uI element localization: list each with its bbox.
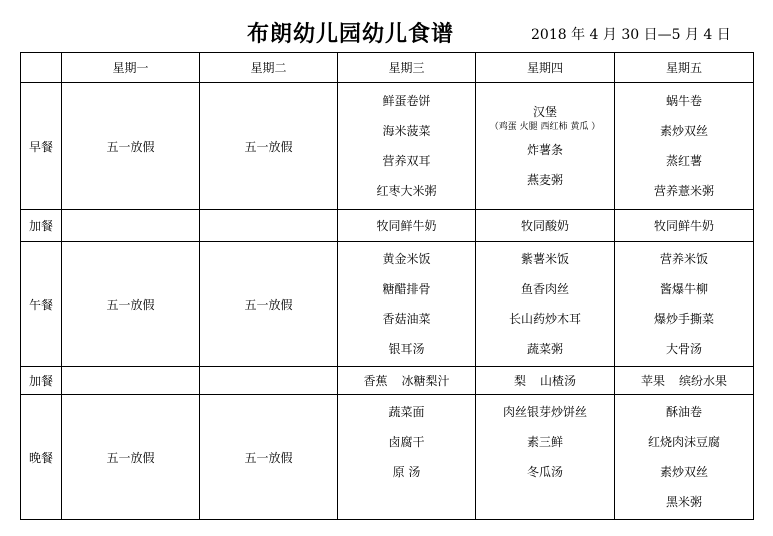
menu-item: 糖醋排骨 [382,282,431,296]
menu-cell [200,367,338,395]
menu-table [20,52,754,520]
menu-item: 银耳汤 [388,342,425,356]
menu-item: 黄金米饭 [382,252,431,266]
menu-item: 五一放假 [106,139,155,154]
menu-item: 蔬菜粥 [526,342,563,356]
menu-cell [476,242,615,367]
menu-item: 鱼香肉丝 [520,282,569,296]
meal-row-lunch [21,242,754,367]
menu-cell [338,210,476,242]
menu-item: 营养米饭 [659,252,708,266]
menu-item: 蜗牛卷 [665,94,702,108]
menu-item: 紫薯米饭 [520,252,569,266]
menu-item: 香菇油菜 [382,312,431,326]
menu-cell [338,242,476,367]
menu-cell [200,242,338,367]
menu-cell [62,367,200,395]
menu-item: 五一放假 [244,297,293,312]
menu-item: 五一放假 [244,139,293,154]
menu-item: 营养薏米粥 [653,184,714,198]
menu-cell [338,83,476,210]
meal-label: 加餐 [21,367,62,395]
menu-cell [62,242,200,367]
menu-cell [62,210,200,242]
menu-item: 爆炒手撕菜 [653,312,714,326]
menu-item: 原 汤 [392,465,421,479]
menu-cell [338,395,476,520]
date-range: 2018 年 4 月 30 日—5 月 4 日 [531,27,731,43]
meal-row-snack-2 [21,367,754,395]
menu-item: 牧同鲜牛奶 [376,219,437,233]
meal-label: 早餐 [21,83,62,210]
day-header: 星期二 [200,53,338,83]
menu-cell [476,367,615,395]
meal-label: 加餐 [21,210,62,242]
menu-cell [338,367,476,395]
header-row [21,53,754,83]
menu-item: 素炒双丝 [659,465,708,479]
menu-item: 红枣大米粥 [376,184,437,198]
menu-cell [615,242,754,367]
menu-item: 肉丝银芽炒饼丝 [502,405,587,419]
menu-item: 黑米粥 [665,495,702,509]
menu-item: 海米菠菜 [382,124,431,138]
meal-label: 午餐 [21,242,62,367]
page-title: 布朗幼儿园幼儿食谱 [247,21,455,47]
menu-cell [200,395,338,520]
menu-item: 五一放假 [106,297,155,312]
menu-cell [62,83,200,210]
menu-item: 燕麦粥 [526,173,563,187]
menu-item: 长山药炒木耳 [508,312,581,326]
menu-item: 梨 [513,374,526,388]
menu-item: 苹果 [640,374,665,388]
menu-item: 大骨汤 [665,342,702,356]
menu-item: 牧同鲜牛奶 [653,219,714,233]
menu-item: 红烧肉沫豆腐 [647,435,720,449]
menu-item-note: （鸡蛋 火腿 西红柿 黄瓜 ） [489,122,601,132]
day-header: 星期一 [62,53,200,83]
day-header: 星期四 [476,53,615,83]
menu-cell [615,210,754,242]
menu-item: 素炒双丝 [659,124,708,138]
meal-label: 晚餐 [21,395,62,520]
menu-item: 酱爆牛柳 [659,282,708,296]
menu-item: 酥油卷 [665,405,702,419]
menu-item: 冰糖梨汁 [401,374,450,388]
menu-item: 山楂汤 [540,374,577,388]
meal-row-breakfast [21,83,754,210]
menu-cell [476,395,615,520]
day-header: 星期三 [338,53,476,83]
menu-item: 素三鲜 [526,435,563,449]
menu-cell [476,83,615,210]
day-header: 星期五 [615,53,754,83]
menu-item: 缤纷水果 [679,374,728,388]
menu-item: 冬瓜汤 [526,465,563,479]
menu-cell [476,210,615,242]
corner-cell [21,53,62,83]
menu-item: 香蕉 [363,374,388,388]
menu-item: 五一放假 [244,450,293,465]
menu-item: 卤腐干 [388,435,425,449]
menu-cell [615,83,754,210]
meal-row-dinner [21,395,754,520]
menu-item: 鲜蛋卷饼 [382,94,431,108]
menu-cell [615,395,754,520]
menu-item: 汉堡 [532,105,557,119]
menu-item: 五一放假 [106,450,155,465]
menu-item: 蔬菜面 [388,405,425,419]
menu-item: 牧同酸奶 [520,219,569,233]
menu-item: 营养双耳 [382,154,431,168]
menu-cell [200,210,338,242]
menu-cell [62,395,200,520]
menu-item: 炸薯条 [526,143,563,157]
menu-cell [200,83,338,210]
meal-row-snack-1 [21,210,754,242]
menu-item: 蒸红薯 [665,154,702,168]
menu-cell [615,367,754,395]
